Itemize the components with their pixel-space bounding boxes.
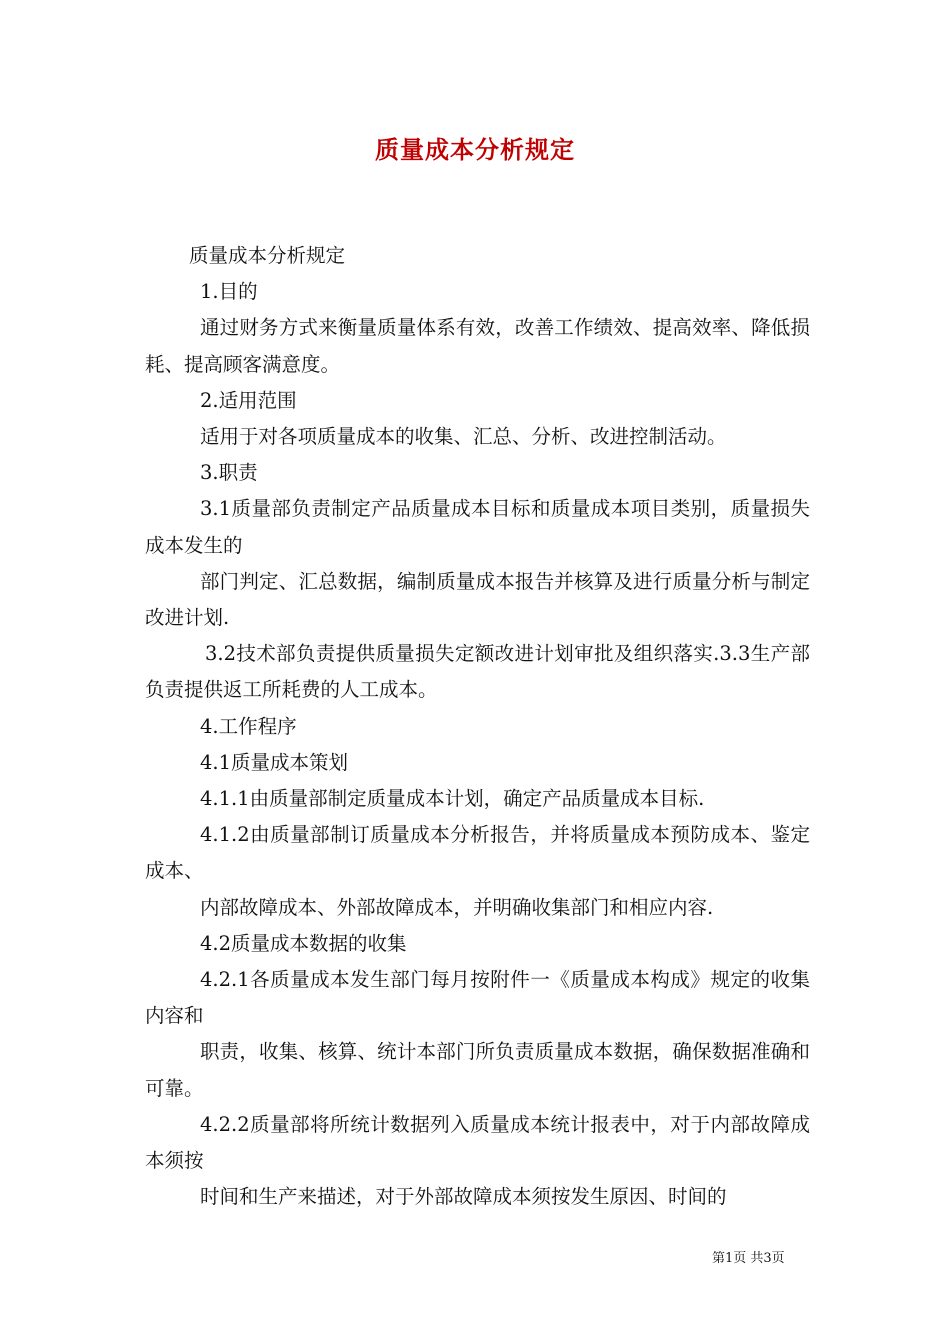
paragraph: 4.2质量成本数据的收集 bbox=[200, 931, 407, 955]
paragraph: 3.职责 bbox=[200, 461, 258, 485]
paragraph: 时间和生产来描述，对于外部故障成本须按发生原因、时间的 bbox=[200, 1185, 727, 1209]
paragraph: 4.2.1各质量成本发生部门每月按附件一《质量成本构成》规定的收集内容和 bbox=[145, 968, 810, 1028]
page-number-footer: 第1页 共3页 bbox=[712, 1251, 785, 1266]
paragraph: 2.适用范围 bbox=[200, 388, 297, 412]
paragraph: 1.目的 bbox=[200, 280, 258, 304]
paragraph: 4.1质量成本策划 bbox=[200, 750, 349, 774]
paragraph: 4.1.1由质量部制定质量成本计划，确定产品质量成本目标. bbox=[200, 787, 705, 811]
document-body bbox=[145, 238, 810, 1215]
paragraph: 适用于对各项质量成本的收集、汇总、分析、改进控制活动。 bbox=[200, 425, 727, 449]
paragraph: 部门判定、汇总数据，编制质量成本报告并核算及进行质量分析与制定改进计划. bbox=[145, 569, 810, 630]
paragraph: 通过财务方式来衡量质量体系有效，改善工作绩效、提高效率、降低损耗、提高顾客满意度。 bbox=[145, 316, 810, 376]
paragraph: 4.工作程序 bbox=[200, 714, 297, 738]
paragraph: 职责，收集、核算、统计本部门所负责质量成本数据，确保数据准确和可靠。 bbox=[145, 1040, 810, 1100]
paragraph: 4.1.2由质量部制订质量成本分析报告，并将质量成本预防成本、鉴定成本、 bbox=[145, 823, 810, 883]
paragraph: 3.1质量部负责制定产品质量成本目标和质量成本项目类别，质量损失成本发生的 bbox=[145, 497, 810, 557]
document-title: 质量成本分析规定 bbox=[375, 135, 575, 164]
paragraph: 4.2.2质量部将所统计数据列入质量成本统计报表中，对于内部故障成本须按 bbox=[145, 1112, 810, 1173]
paragraph: 内部故障成本、外部故障成本，并明确收集部门和相应内容. bbox=[200, 895, 714, 919]
paragraph: 质量成本分析规定 bbox=[189, 244, 346, 267]
paragraph: 3.2技术部负责提供质量损失定额改进计划审批及组织落实.3.3生产部负责提供返工所耗费的人工成本。 bbox=[145, 642, 810, 702]
